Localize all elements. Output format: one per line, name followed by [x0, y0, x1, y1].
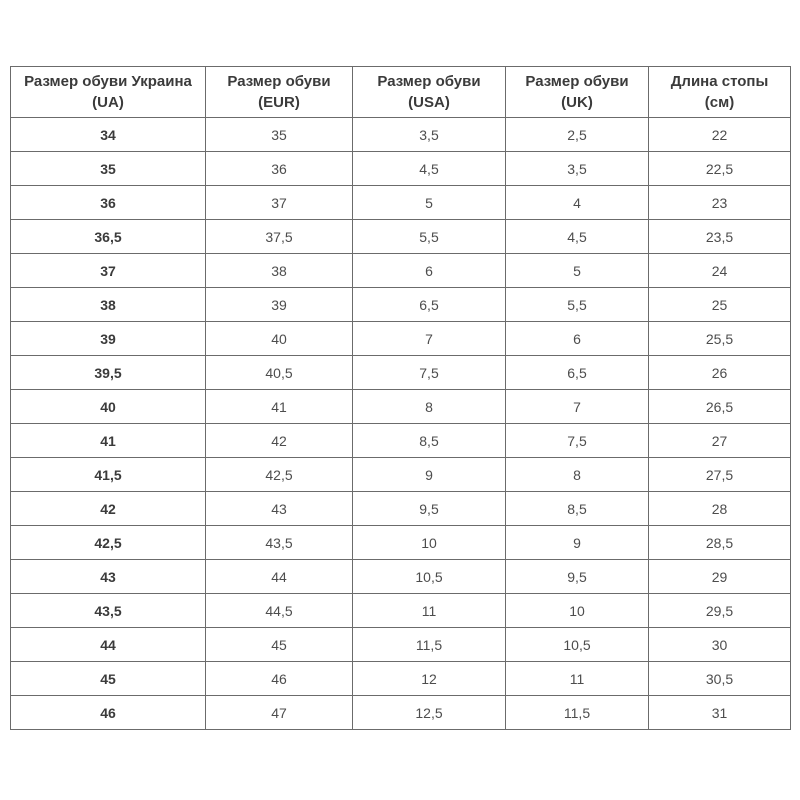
table-cell: 38 [11, 288, 206, 322]
table-cell: 37 [11, 254, 206, 288]
table-row [11, 356, 791, 390]
table-row [11, 458, 791, 492]
table-cell: 10,5 [353, 560, 506, 594]
table-cell: 38 [206, 254, 353, 288]
table-cell: 8 [506, 458, 649, 492]
table-cell: 24 [649, 254, 791, 288]
table-body [11, 118, 791, 730]
table-cell: 10,5 [506, 628, 649, 662]
table-cell: 42 [11, 492, 206, 526]
table-cell: 46 [206, 662, 353, 696]
table-cell: 35 [11, 152, 206, 186]
shoe-size-conversion-table [10, 66, 791, 730]
table-cell: 2,5 [506, 118, 649, 152]
table-cell: 12 [353, 662, 506, 696]
column-header-4 [649, 67, 791, 118]
table-cell: 43 [206, 492, 353, 526]
table-cell: 26 [649, 356, 791, 390]
table-cell: 11 [506, 662, 649, 696]
column-header-0 [11, 67, 206, 118]
table-cell: 27,5 [649, 458, 791, 492]
column-header-line1: Размер обуви Украина [24, 73, 192, 90]
table-row [11, 662, 791, 696]
table-cell: 41,5 [11, 458, 206, 492]
table-cell: 11,5 [353, 628, 506, 662]
table-row [11, 594, 791, 628]
table-row [11, 628, 791, 662]
table-cell: 8,5 [506, 492, 649, 526]
table-row [11, 220, 791, 254]
table-cell: 9,5 [353, 492, 506, 526]
table-cell: 6 [506, 322, 649, 356]
table-row [11, 186, 791, 220]
table-cell: 40 [11, 390, 206, 424]
table-row [11, 254, 791, 288]
table-cell: 4,5 [353, 152, 506, 186]
table-cell: 22,5 [649, 152, 791, 186]
table-cell: 39,5 [11, 356, 206, 390]
table-cell: 44,5 [206, 594, 353, 628]
table-row [11, 560, 791, 594]
table-cell: 42,5 [206, 458, 353, 492]
table-cell: 10 [506, 594, 649, 628]
column-header-line2: (UA) [92, 94, 124, 111]
table-cell: 4,5 [506, 220, 649, 254]
table-row [11, 492, 791, 526]
table-cell: 43 [11, 560, 206, 594]
table-cell: 25,5 [649, 322, 791, 356]
header-row [11, 67, 791, 118]
table-row [11, 390, 791, 424]
table-cell: 7 [353, 322, 506, 356]
table-cell: 36,5 [11, 220, 206, 254]
table-cell: 37,5 [206, 220, 353, 254]
table-cell: 43,5 [206, 526, 353, 560]
table-cell: 45 [206, 628, 353, 662]
table-cell: 45 [11, 662, 206, 696]
table-cell: 34 [11, 118, 206, 152]
table-cell: 35 [206, 118, 353, 152]
table-cell: 47 [206, 696, 353, 730]
table-row [11, 526, 791, 560]
table-cell: 40 [206, 322, 353, 356]
table-row [11, 424, 791, 458]
table-cell: 40,5 [206, 356, 353, 390]
table-cell: 42,5 [11, 526, 206, 560]
table-cell: 3,5 [353, 118, 506, 152]
table-cell: 44 [11, 628, 206, 662]
table-cell: 31 [649, 696, 791, 730]
table-cell: 36 [206, 152, 353, 186]
table-cell: 23 [649, 186, 791, 220]
table-cell: 5,5 [506, 288, 649, 322]
table-cell: 4 [506, 186, 649, 220]
table-cell: 6 [353, 254, 506, 288]
table-cell: 30 [649, 628, 791, 662]
table-cell: 11 [353, 594, 506, 628]
table-cell: 43,5 [11, 594, 206, 628]
table-cell: 6,5 [353, 288, 506, 322]
table-cell: 7,5 [506, 424, 649, 458]
table-row [11, 322, 791, 356]
shoe-size-table-container [10, 66, 790, 730]
table-cell: 44 [206, 560, 353, 594]
table-cell: 39 [206, 288, 353, 322]
table-cell: 12,5 [353, 696, 506, 730]
table-header [11, 67, 791, 118]
table-cell: 36 [11, 186, 206, 220]
table-cell: 28 [649, 492, 791, 526]
column-header-2 [353, 67, 506, 118]
table-cell: 7 [506, 390, 649, 424]
column-header-line2: (см) [704, 94, 735, 111]
table-cell: 11,5 [506, 696, 649, 730]
table-row [11, 118, 791, 152]
table-cell: 28,5 [649, 526, 791, 560]
table-cell: 27 [649, 424, 791, 458]
table-cell: 9 [353, 458, 506, 492]
table-cell: 39 [11, 322, 206, 356]
table-cell: 30,5 [649, 662, 791, 696]
table-cell: 8,5 [353, 424, 506, 458]
table-cell: 5 [353, 186, 506, 220]
table-cell: 26,5 [649, 390, 791, 424]
table-cell: 3,5 [506, 152, 649, 186]
table-cell: 37 [206, 186, 353, 220]
table-cell: 6,5 [506, 356, 649, 390]
table-cell: 46 [11, 696, 206, 730]
column-header-line1: Размер обуви [377, 73, 481, 90]
table-row [11, 288, 791, 322]
table-cell: 29 [649, 560, 791, 594]
column-header-line1: Длина стопы [670, 73, 769, 90]
table-cell: 41 [11, 424, 206, 458]
table-cell: 9 [506, 526, 649, 560]
column-header-line2: (USA) [408, 94, 450, 111]
column-header-line2: (UK) [561, 94, 593, 111]
column-header-line1: Размер обуви [227, 73, 331, 90]
column-header-1 [206, 67, 353, 118]
column-header-line1: Размер обуви [525, 73, 629, 90]
table-cell: 42 [206, 424, 353, 458]
table-cell: 29,5 [649, 594, 791, 628]
table-cell: 23,5 [649, 220, 791, 254]
table-cell: 10 [353, 526, 506, 560]
table-cell: 9,5 [506, 560, 649, 594]
table-cell: 41 [206, 390, 353, 424]
table-cell: 25 [649, 288, 791, 322]
table-row [11, 152, 791, 186]
table-row [11, 696, 791, 730]
table-cell: 8 [353, 390, 506, 424]
column-header-3 [506, 67, 649, 118]
table-cell: 22 [649, 118, 791, 152]
table-cell: 5,5 [353, 220, 506, 254]
column-header-line2: (EUR) [258, 94, 300, 111]
table-cell: 7,5 [353, 356, 506, 390]
table-cell: 5 [506, 254, 649, 288]
